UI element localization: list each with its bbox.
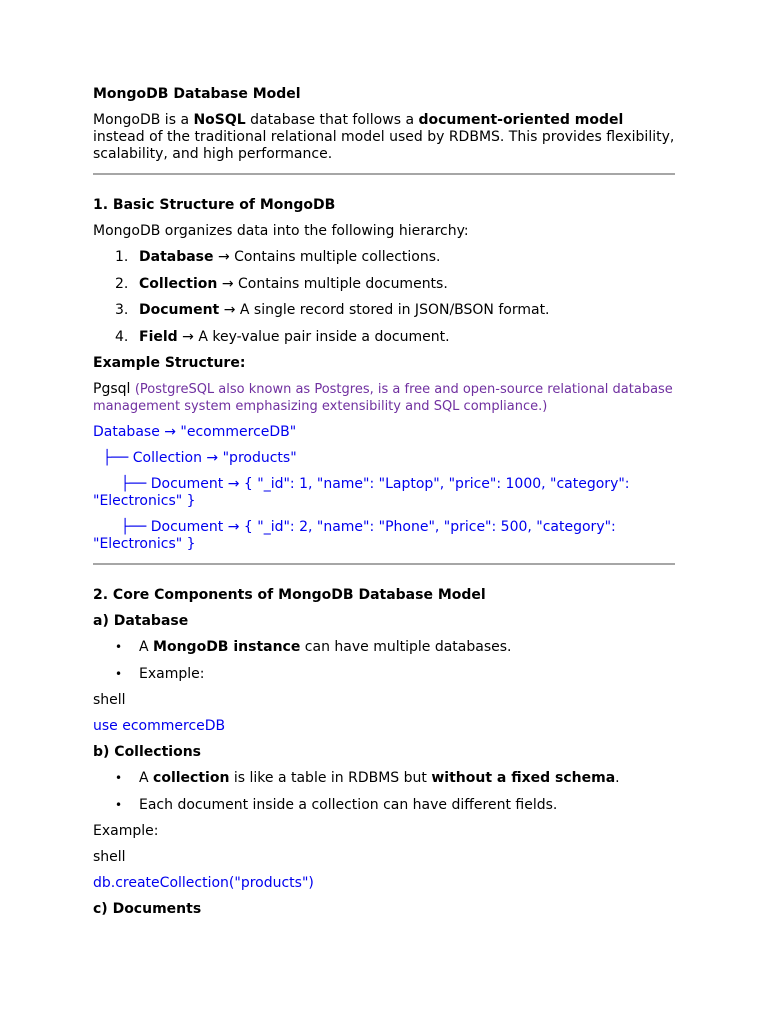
bullet-icon: • — [115, 666, 123, 681]
pgsql-label: Pgsql — [93, 381, 135, 397]
intro-bold-nosql: NoSQL — [193, 112, 246, 128]
bullet-icon: • — [115, 771, 123, 785]
section-divider — [93, 563, 675, 565]
list-number: 3. — [115, 302, 129, 318]
code-line: ├── Collection → "products" — [103, 450, 297, 466]
collection-bullets — [93, 770, 675, 814]
subsection-a-heading: a) Database — [93, 613, 189, 629]
bullet-text: . — [615, 770, 620, 786]
bullet-text: A — [139, 770, 154, 786]
bullet-bold: collection — [153, 770, 230, 786]
list-item — [93, 770, 675, 787]
intro-text: instead of the traditional relational model used by RDBMS. This provides flexibility, scalability, and high performance. — [93, 129, 675, 162]
code-line — [93, 519, 675, 553]
bullet-text: Each document inside a collection can have different fields. — [139, 796, 558, 813]
document-content — [93, 86, 675, 927]
list-desc: → A key-value pair inside a document. — [177, 328, 450, 345]
bullet-text: Example: — [139, 665, 205, 682]
pgsql-note: (PostgreSQL also known as Postgres, is a free and open-source relational database management system emphasizing extensibility and SQL compliance.) — [93, 382, 673, 414]
intro-bold-doc-model: document-oriented model — [418, 112, 624, 128]
example-label: Example: — [93, 823, 159, 839]
list-item — [93, 797, 675, 814]
list-number: 2. — [115, 275, 129, 292]
shell-label: shell — [93, 692, 126, 708]
code-text: ├── Document → { "_id": 1, "name": "Laptop", "price": 1000, "category": "Electronics" } — [93, 476, 630, 509]
list-desc: → Contains multiple documents. — [217, 275, 448, 292]
code-line: db.createCollection("products") — [93, 875, 314, 891]
bullet-text: A — [139, 639, 154, 655]
pgsql-line — [93, 381, 675, 415]
code-line: use ecommerceDB — [93, 718, 226, 734]
bullet-text: can have multiple databases. — [300, 639, 512, 655]
bullet-bold: MongoDB instance — [153, 639, 301, 655]
code-line — [93, 476, 675, 510]
shell-label: shell — [93, 849, 126, 865]
bullet-bold: without a fixed schema — [431, 770, 616, 786]
list-desc: → A single record stored in JSON/BSON format. — [219, 302, 550, 318]
list-item — [93, 249, 675, 266]
example-structure-heading: Example Structure: — [93, 355, 246, 371]
list-item — [93, 302, 675, 319]
list-item — [93, 639, 675, 656]
list-number: 1. — [115, 249, 129, 265]
document-title: MongoDB Database Model — [93, 86, 301, 102]
bullet-icon: • — [115, 797, 123, 812]
list-term: Collection — [139, 275, 218, 292]
hierarchy-list — [93, 249, 675, 346]
code-line: Database → "ecommerceDB" — [93, 424, 297, 440]
section2-heading: 2. Core Components of MongoDB Database Model — [93, 587, 486, 603]
list-item — [93, 666, 675, 683]
section1-heading: 1. Basic Structure of MongoDB — [93, 197, 336, 213]
database-bullets — [93, 639, 675, 683]
intro-paragraph — [93, 112, 675, 163]
list-desc: → Contains multiple collections. — [213, 249, 441, 265]
subsection-b-heading: b) Collections — [93, 744, 201, 760]
bullet-icon: • — [115, 640, 123, 654]
intro-text: MongoDB is a — [93, 112, 194, 128]
section-divider — [93, 173, 675, 175]
subsection-c-heading: c) Documents — [93, 901, 202, 917]
list-item — [93, 329, 675, 346]
list-number: 4. — [115, 328, 129, 345]
section1-lead: MongoDB organizes data into the following hierarchy: — [93, 223, 469, 239]
list-term: Field — [139, 328, 178, 345]
code-text: ├── Document → { "_id": 2, "name": "Phone", "price": 500, "category": "Electronics" } — [93, 519, 616, 552]
intro-text: database that follows a — [245, 112, 419, 128]
list-term: Document — [139, 302, 220, 318]
list-term: Database — [139, 249, 214, 265]
list-item — [93, 276, 675, 293]
bullet-text: is like a table in RDBMS but — [229, 770, 432, 786]
